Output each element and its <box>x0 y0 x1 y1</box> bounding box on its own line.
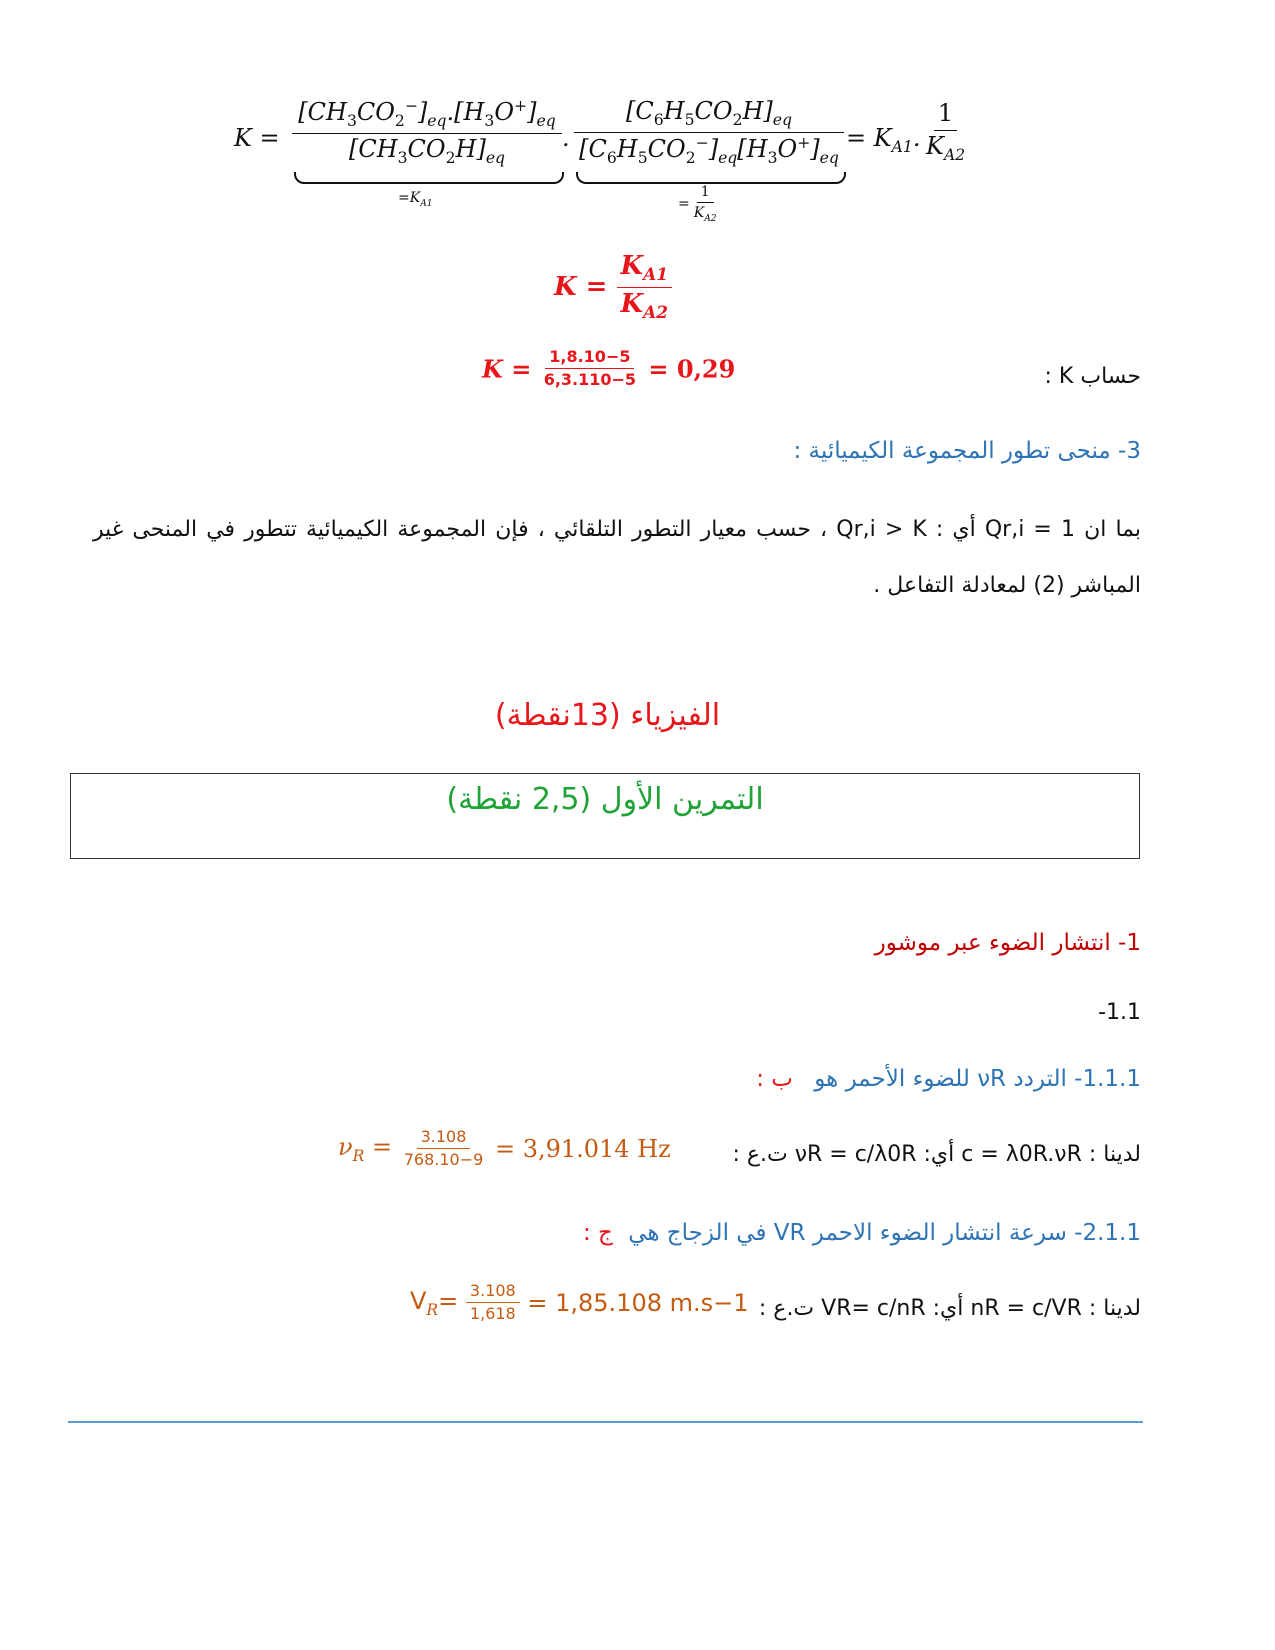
calc-k-numerator: 1,8.10−5 <box>545 348 634 369</box>
fraction2-denominator: $[C_6H_5CO_2^-]_{eq}[H_3O^+]_{eq}$ <box>579 133 839 167</box>
exercise-box <box>70 773 1140 859</box>
q211-result: = 1,85.108 m.s−1 <box>527 1288 749 1317</box>
part1-subnumber: -1.1 <box>1098 1000 1141 1025</box>
q211-numerator: 3.108 <box>466 1282 520 1303</box>
underbrace-1 <box>294 172 564 184</box>
q111-answer: ب : <box>756 1066 793 1092</box>
underbrace-label-inv-ka2: = $\frac{1}{K_{A2}}$ <box>678 184 717 224</box>
ratio-numerator: $K_{A1}$ <box>617 252 672 288</box>
ratio-denominator: $K_{A2}$ <box>620 288 668 322</box>
q211-heading-text: 2.1.1- سرعة انتشار الضوء الاحمر VR في الزجاج هي <box>628 1220 1141 1246</box>
exercise-title: التمرين الأول (2,5 نقطة) <box>446 782 764 817</box>
q111-result: = 3,91.014 Hz <box>494 1134 671 1163</box>
q211-denominator: 1,618 <box>469 1304 516 1324</box>
q111-given: لدينا : c = λ0R.νR أي: νR = c/λ0R ت.ع : <box>732 1142 1141 1167</box>
calc-k-denominator: 6,3.110−5 <box>543 370 637 390</box>
q111-denominator: 768.10−9 <box>403 1150 484 1170</box>
section3-heading: 3- منحى تطور المجموعة الكيميائية : <box>793 438 1141 464</box>
section3-paragraph: بما ان Qr,i = 1 أي : Qr,i > K ، حسب معيار التطور التلقائي ، فإن المجموعة الكيميائية تتطور في المنحى غير المباشر (2) لمعادلة التفاعل . <box>93 517 1141 598</box>
q211-given: لدينا : nR = c/VR أي: VR= c/nR ت.ع : <box>758 1296 1141 1321</box>
q211-heading <box>583 1220 1141 1246</box>
q111-heading <box>756 1066 1141 1092</box>
calc-k-result: = 0,29 <box>648 354 736 384</box>
part1-heading: 1- انتشار الضوء عبر موشور <box>874 930 1141 956</box>
equation-k-ratio: K = $\frac{K_{A1}}{K_{A2}}$ <box>554 252 672 322</box>
calc-k-label: حساب K : <box>1044 364 1141 389</box>
underbrace-label-ka1: $=K_{A1}$ <box>398 190 433 209</box>
q211-calculation: $V_R=$ $\frac{3.108}{1,618}$ = 1,85.108 m.s−1 <box>410 1281 749 1324</box>
equation-k-general: K = $\frac{[CH_3CO_2^-]_{eq}.[H_3O^+]_{eq}}{[CH_3CO_2H]_{eq}}$ $=K_{A1}$ . $\frac{[C_6H_5CO_2H]_{eq}}{[C_6H_5CO_2^-]_{eq}[H_3O^+]_{eq}}$ = $\frac{1}{K_{A2}}$ = $K_{A1}$. $\frac{1}{K_{A2}}$ <box>234 97 966 224</box>
q111-numerator: 3.108 <box>417 1128 471 1149</box>
q111-calculation: $\nu_R$ = $\frac{3.108}{768.10-9}$ = 3,91.014 Hz <box>338 1127 671 1170</box>
q211-answer: ج : <box>582 1220 613 1246</box>
underbrace-2 <box>576 172 846 184</box>
q111-heading-text: 1.1.1- التردد νR للضوء الأحمر هو <box>814 1066 1141 1092</box>
fraction1-denominator: $[CH_3CO_2H]_{eq}$ <box>348 134 506 167</box>
calc-k-equation: K = $\frac{1,8.10-5}{6,3.110-5}$ = 0,29 <box>482 347 736 390</box>
fraction1-numerator: $[CH_3CO_2^-]_{eq}.[H_3O^+]_{eq}$ <box>292 98 562 134</box>
physics-title: الفيزياء (13نقطة) <box>494 698 721 733</box>
footer-divider <box>68 1421 1143 1423</box>
fraction2-numerator: $[C_6H_5CO_2H]_{eq}$ <box>574 98 844 133</box>
